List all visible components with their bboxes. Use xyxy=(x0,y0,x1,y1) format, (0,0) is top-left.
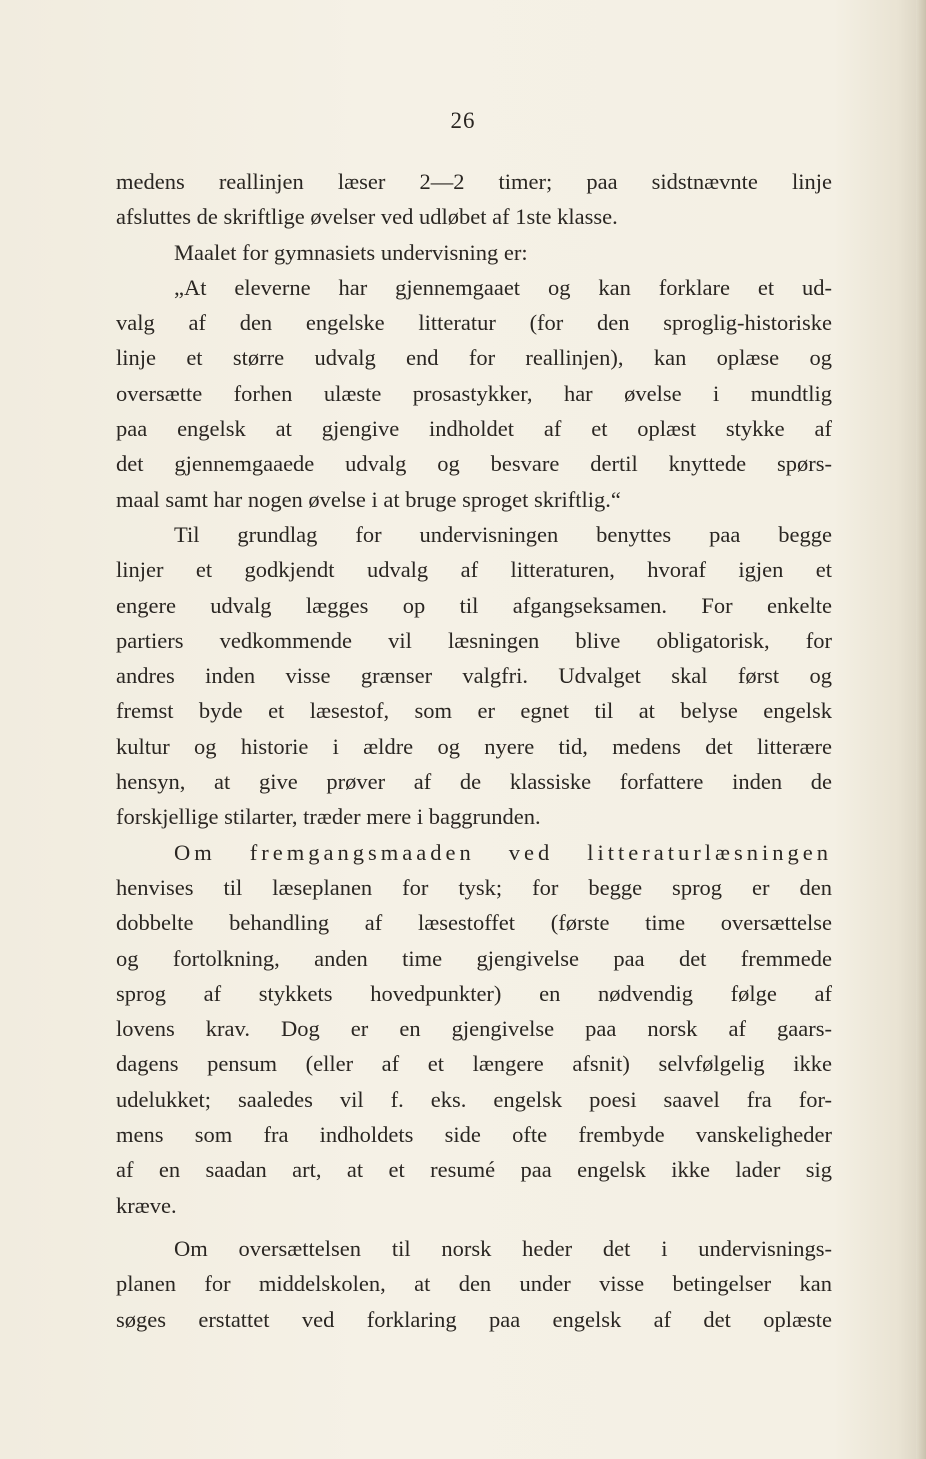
text-line: sprog af stykkets hovedpunkter) en nødvendig følge af xyxy=(116,980,832,1006)
text-line: maal samt har nogen øvelse i at bruge sproget skriftlig.“ xyxy=(116,486,621,512)
text-line: planen for middelskolen, at den under visse betingelser kan xyxy=(116,1271,832,1297)
text-line: Om fremgangsmaaden ved litteraturlæsningen xyxy=(174,839,832,865)
text-line: engere udvalg lægges op til afgangseksamen. For enkelte xyxy=(116,592,832,618)
text-line: dobbelte behandling af læsestoffet (første time oversættelse xyxy=(116,910,832,936)
text-line: af en saadan art, at et resumé paa engelsk ikke lader sig xyxy=(116,1157,832,1183)
text-line: linjer et godkjendt udvalg af litteraturen, hvoraf igjen et xyxy=(116,557,832,583)
text-line: mens som fra indholdets side ofte frembyde vanskeligheder xyxy=(116,1122,832,1148)
page-number: 26 xyxy=(450,108,476,133)
text-line: søges erstattet ved forklaring paa engelsk af det oplæste xyxy=(116,1306,832,1332)
body-text xyxy=(116,164,832,1337)
text-line: oversætte forhen ulæste prosastykker, har øvelse i mundtlig xyxy=(116,380,832,406)
text-line: linje et større udvalg end for reallinjen), kan oplæse og xyxy=(116,345,832,371)
text-line: Om oversættelsen til norsk heder det i undervisnings- xyxy=(174,1235,832,1261)
text-line: udelukket; saaledes vil f. eks. engelsk poesi saavel fra for- xyxy=(116,1086,832,1112)
text-line: valg af den engelske litteratur (for den sproglig-historiske xyxy=(116,310,832,336)
text-line: kræve. xyxy=(116,1192,177,1218)
text-line: medens reallinjen læser 2—2 timer; paa sidstnævnte linje xyxy=(116,169,832,194)
text-line: partiers vedkommende vil læsningen blive obligatorisk, for xyxy=(116,627,832,653)
text-line: Til grundlag for undervisningen benyttes paa begge xyxy=(174,521,832,547)
text-line: afsluttes de skriftlige øvelser ved udløbet af 1ste klasse. xyxy=(116,204,618,230)
text-line: hensyn, at give prøver af de klassiske forfattere inden de xyxy=(116,769,832,795)
text-line: paa engelsk at gjengive indholdet af et oplæst stykke af xyxy=(116,416,832,442)
text-line: dagens pensum (eller af et længere afsnit) selvfølgelig ikke xyxy=(116,1051,832,1077)
text-line: henvises til læseplanen for tysk; for begge sprog er den xyxy=(116,874,832,900)
text-line: „At eleverne har gjennemgaaet og kan forklare et ud- xyxy=(174,274,832,300)
text-line: forskjellige stilarter, træder mere i baggrunden. xyxy=(116,804,541,830)
text-line: Maalet for gymnasiets undervisning er: xyxy=(174,239,528,265)
page-edge xyxy=(916,0,926,1459)
text-line: andres inden visse grænser valgfri. Udvalget skal først og xyxy=(116,663,832,689)
text-line: det gjennemgaaede udvalg og besvare dertil knyttede spørs- xyxy=(116,451,832,477)
text-line: lovens krav. Dog er en gjengivelse paa norsk af gaars- xyxy=(116,1016,832,1042)
text-line: kultur og historie i ældre og nyere tid, medens det litterære xyxy=(116,733,832,759)
text-line: og fortolkning, anden time gjengivelse paa det fremmede xyxy=(116,945,832,971)
text-line: fremst byde et læsestof, som er egnet til at belyse engelsk xyxy=(116,698,832,724)
